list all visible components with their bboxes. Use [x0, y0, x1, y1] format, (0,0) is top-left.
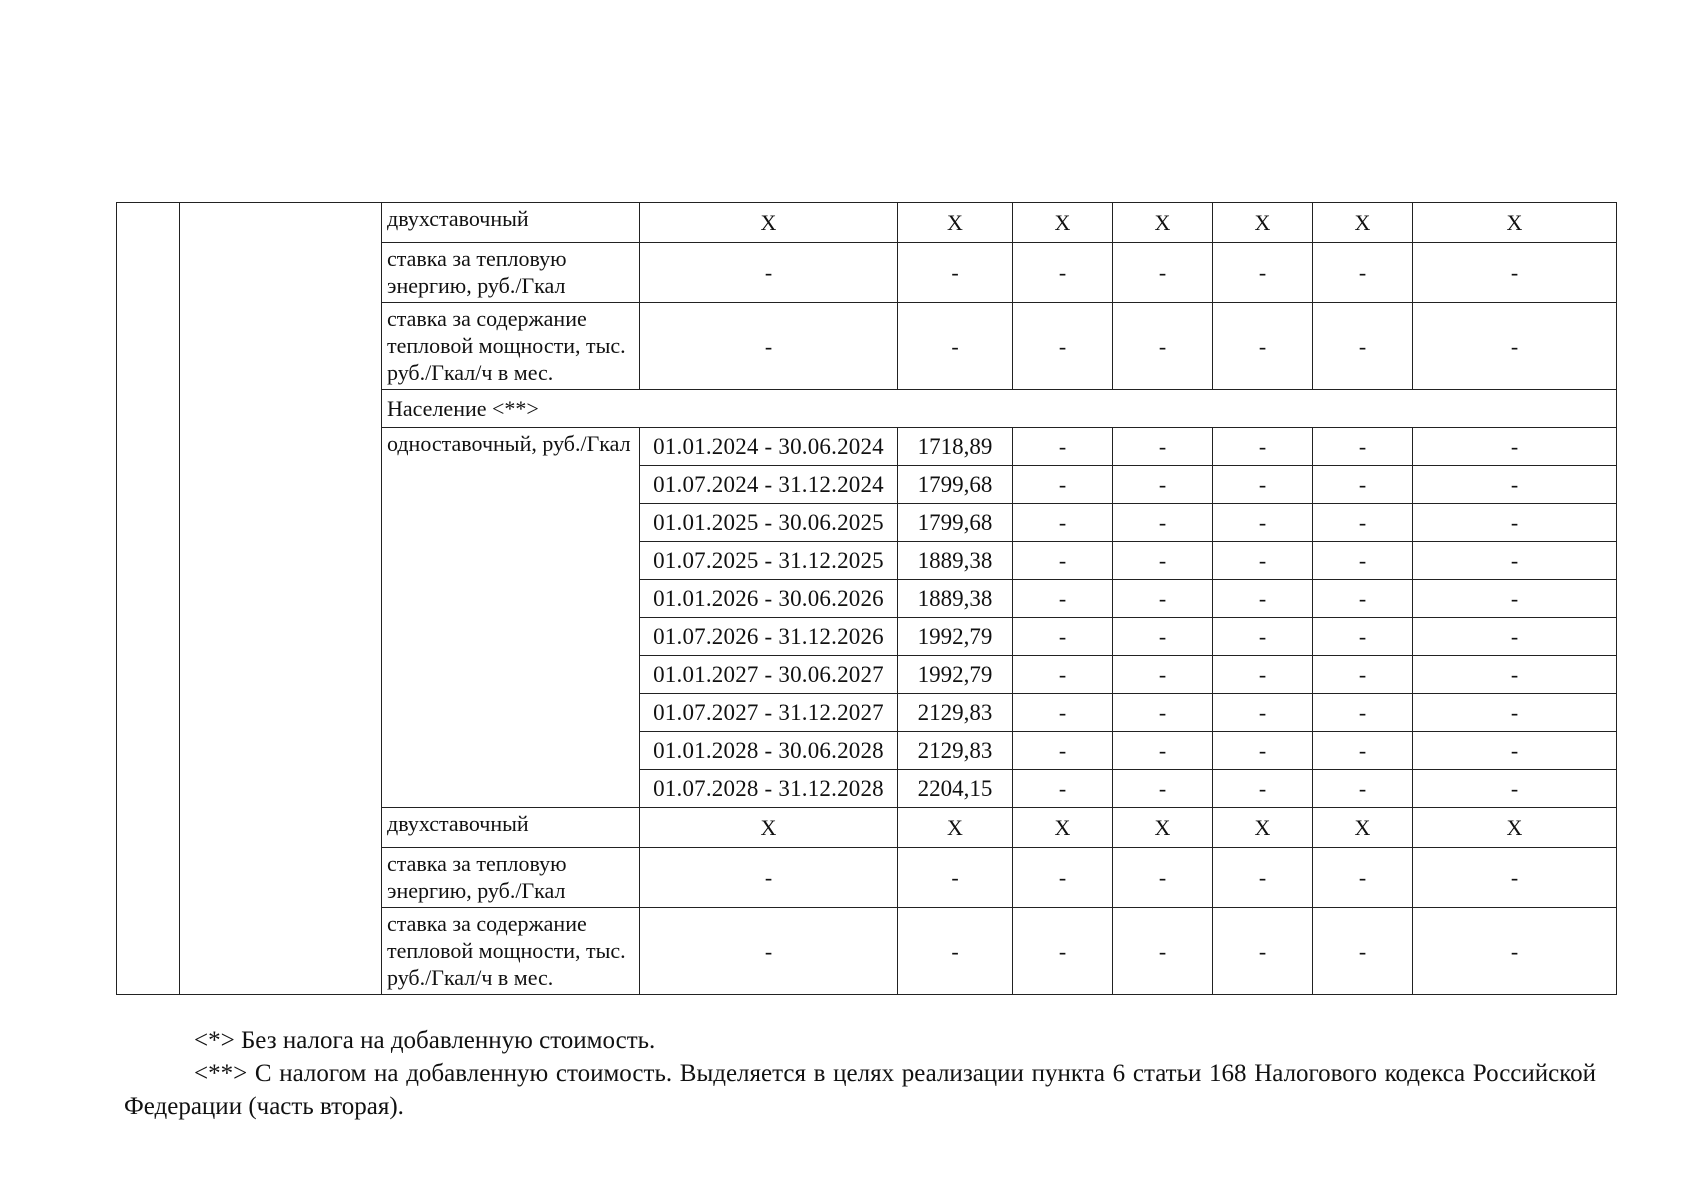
tariff-table	[116, 202, 1617, 995]
single-rate-label: одноставочный, руб./Гкал	[382, 428, 640, 808]
table-cell: -	[1113, 618, 1213, 656]
table-cell: -	[1013, 542, 1113, 580]
period-cell: 01.01.2027 - 30.06.2027	[640, 656, 898, 694]
table-cell: -	[1013, 732, 1113, 770]
table-cell: -	[640, 848, 898, 908]
period-cell: 01.01.2025 - 30.06.2025	[640, 504, 898, 542]
period-cell: 01.01.2026 - 30.06.2026	[640, 580, 898, 618]
table-cell: Х	[1013, 203, 1113, 243]
table-cell: -	[1013, 428, 1113, 466]
table-cell: -	[1013, 580, 1113, 618]
table-cell: -	[1113, 848, 1213, 908]
table-cell: -	[1213, 243, 1313, 303]
period-cell: 01.07.2024 - 31.12.2024	[640, 466, 898, 504]
table-row	[117, 203, 1617, 243]
table-cell: -	[1013, 656, 1113, 694]
table-cell: -	[1413, 618, 1617, 656]
table-cell: -	[1313, 580, 1413, 618]
table-cell: -	[1313, 694, 1413, 732]
tariff-value: 1889,38	[898, 542, 1013, 580]
table-cell: -	[1113, 303, 1213, 390]
table-cell: -	[1313, 428, 1413, 466]
table-cell: -	[1413, 303, 1617, 390]
row-label: ставка за содержание тепловой мощности, тыс. руб./Гкал/ч в мес.	[382, 908, 640, 995]
table-cell: Х	[640, 808, 898, 848]
table-cell: Х	[1213, 203, 1313, 243]
table-cell: -	[1213, 848, 1313, 908]
table-cell: -	[1213, 542, 1313, 580]
table-cell: -	[1413, 694, 1617, 732]
table-cell: Х	[1113, 808, 1213, 848]
table-cell: -	[1313, 466, 1413, 504]
row-label: ставка за тепловую энергию, руб./Гкал	[382, 243, 640, 303]
table-cell: -	[898, 243, 1013, 303]
table-cell: -	[1013, 243, 1113, 303]
table-cell: -	[1013, 303, 1113, 390]
period-cell: 01.07.2028 - 31.12.2028	[640, 770, 898, 808]
table-cell: -	[1013, 908, 1113, 995]
table-cell: -	[1313, 618, 1413, 656]
period-cell: 01.01.2028 - 30.06.2028	[640, 732, 898, 770]
table-cell: -	[1113, 694, 1213, 732]
table-cell: -	[640, 908, 898, 995]
table-cell: -	[1113, 504, 1213, 542]
table-cell: -	[1413, 656, 1617, 694]
table-cell: -	[1213, 580, 1313, 618]
table-cell: -	[1213, 303, 1313, 390]
table-cell: -	[1013, 618, 1113, 656]
table-cell: -	[1213, 656, 1313, 694]
table-cell: Х	[1113, 203, 1213, 243]
table-cell: -	[1013, 694, 1113, 732]
table-cell: Х	[1313, 203, 1413, 243]
table-cell: -	[640, 303, 898, 390]
tariff-value: 2129,83	[898, 694, 1013, 732]
footnotes	[124, 1024, 1596, 1123]
footnote-1: <*> Без налога на добавленную стоимость.	[194, 1027, 656, 1054]
period-cell: 01.01.2024 - 30.06.2024	[640, 428, 898, 466]
table-cell: -	[1013, 848, 1113, 908]
tariff-value: 1718,89	[898, 428, 1013, 466]
table-cell: -	[1313, 732, 1413, 770]
table-cell: -	[1213, 694, 1313, 732]
group-label: Население <**>	[382, 390, 1617, 428]
table-cell: -	[1113, 732, 1213, 770]
table-cell: -	[1113, 580, 1213, 618]
period-cell: 01.07.2026 - 31.12.2026	[640, 618, 898, 656]
table-cell: -	[1113, 542, 1213, 580]
table-cell: -	[1213, 770, 1313, 808]
table-cell: -	[1313, 243, 1413, 303]
tariff-value: 2129,83	[898, 732, 1013, 770]
table-cell: -	[1413, 428, 1617, 466]
table-cell: -	[1413, 542, 1617, 580]
table-cell: -	[1313, 770, 1413, 808]
table-cell: -	[1013, 770, 1113, 808]
table-cell: -	[1413, 908, 1617, 995]
table-cell: Х	[898, 808, 1013, 848]
table-cell: -	[1413, 580, 1617, 618]
table-cell: -	[1313, 303, 1413, 390]
table-cell: -	[1113, 243, 1213, 303]
table-cell: -	[1013, 466, 1113, 504]
table-cell: -	[1113, 466, 1213, 504]
table-cell: -	[1113, 770, 1213, 808]
table-cell: -	[1213, 466, 1313, 504]
empty-cell-number	[117, 203, 180, 995]
table-cell: -	[1313, 908, 1413, 995]
row-label: ставка за тепловую энергию, руб./Гкал	[382, 848, 640, 908]
table-cell: Х	[1213, 808, 1313, 848]
tariff-value: 2204,15	[898, 770, 1013, 808]
table-cell: -	[1413, 504, 1617, 542]
period-cell: 01.07.2025 - 31.12.2025	[640, 542, 898, 580]
table-cell: -	[640, 243, 898, 303]
table-cell: -	[1413, 243, 1617, 303]
table-cell: Х	[1413, 203, 1617, 243]
table-cell: -	[1413, 770, 1617, 808]
table-cell: -	[1213, 428, 1313, 466]
table-cell: -	[1313, 504, 1413, 542]
table-cell: -	[1313, 542, 1413, 580]
table-cell: -	[898, 848, 1013, 908]
tariff-value: 1799,68	[898, 504, 1013, 542]
row-label: двухставочный	[382, 203, 640, 243]
table-cell: -	[1213, 504, 1313, 542]
table-cell: -	[898, 303, 1013, 390]
table-cell: -	[1113, 656, 1213, 694]
row-label: двухставочный	[382, 808, 640, 848]
table-cell: Х	[898, 203, 1013, 243]
tariff-value: 1889,38	[898, 580, 1013, 618]
table-cell: -	[1013, 504, 1113, 542]
table-cell: -	[1413, 466, 1617, 504]
table-cell: -	[1413, 732, 1617, 770]
tariff-value: 1799,68	[898, 466, 1013, 504]
table-cell: Х	[1413, 808, 1617, 848]
table-cell: -	[1113, 908, 1213, 995]
row-label: ставка за содержание тепловой мощности, тыс. руб./Гкал/ч в мес.	[382, 303, 640, 390]
table-cell: -	[1313, 848, 1413, 908]
empty-cell-name	[180, 203, 382, 995]
table-cell: Х	[640, 203, 898, 243]
table-cell: -	[898, 908, 1013, 995]
table-cell: -	[1213, 618, 1313, 656]
table-cell: -	[1313, 656, 1413, 694]
tariff-value: 1992,79	[898, 656, 1013, 694]
table-cell: -	[1113, 428, 1213, 466]
footnote-2: <**> С налогом на добавленную стоимость. Выделяется в целях реализации пункта 6 статьи 168 Налогового кодекса Российской Федерации (часть вторая).	[124, 1060, 1596, 1120]
period-cell: 01.07.2027 - 31.12.2027	[640, 694, 898, 732]
table-cell: -	[1213, 908, 1313, 995]
table-cell: Х	[1313, 808, 1413, 848]
table-cell: -	[1413, 848, 1617, 908]
table-cell: -	[1213, 732, 1313, 770]
table-cell: Х	[1013, 808, 1113, 848]
tariff-value: 1992,79	[898, 618, 1013, 656]
